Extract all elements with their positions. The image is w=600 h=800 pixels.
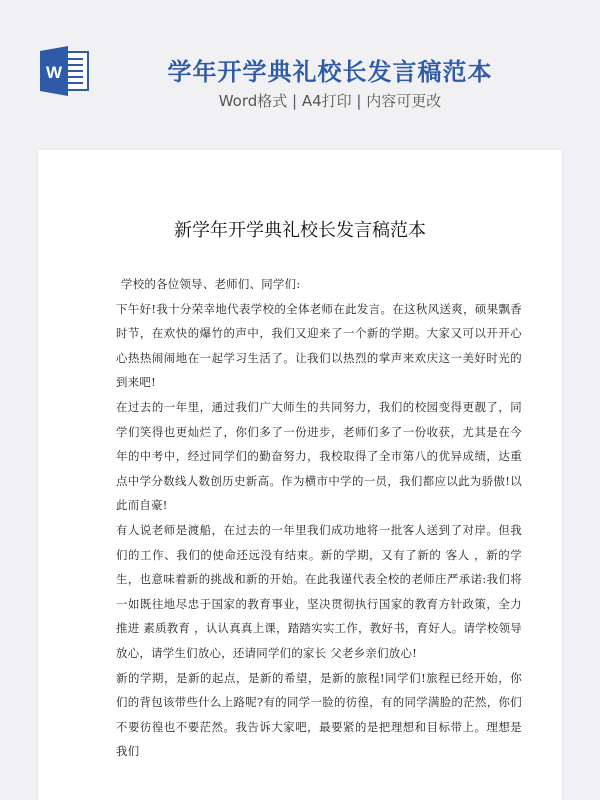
body-paragraph: 有人说老师是渡船，在过去的一年里我们成功地将一批客人送到了对岸。但我们的工作、我们的使命还远没有结束。新的学期，又有了新的 客人 ，新的学生，也意味着新的挑战和新的开始。在此我谨代表全校的老师庄严承诺:我们将一如既往地尽忠于国家的教育事业，坚决贯彻执行国家的教育方针政策，全力推进 素质教育 ，认认真真上课，踏踏实实工作，教好书，育好人。请学校领导放心，请学生们放心，还请同学们的家长 父老乡亲们放心! <box>116 522 522 660</box>
body-paragraph: 新的学期，是新的起点，是新的希望，是新的旅程!同学们!旅程已经开始，你们的背包该带些什么上路呢?有的同学一脸的彷徨，有的同学满脸的茫然，你们不要彷徨也不要茫然。我告诉大家吧，最要紧的是把理想和目标带上。理想是我们 <box>116 670 522 759</box>
body-paragraph: 下午好!我十分荣幸地代表学校的全体老师在此发言。在这秋风送爽，硕果飘香时节，在欢快的爆竹的声中，我们又迎来了一个新的学期。大家又可以开开心心热热闹闹地在一起学习生活了。让我们以热烈的掌声来欢庆这一美好时光的到来吧! <box>116 301 522 390</box>
document-body <box>116 272 522 764</box>
header-subtitle: Word格式 | A4打印 | 内容可更改 <box>218 92 442 110</box>
document-title: 新学年开学典礼校长发言稿范本 <box>174 220 426 241</box>
svg-text:W: W <box>45 63 63 82</box>
page-header <box>0 0 600 150</box>
header-title: 学年开学典礼校长发言稿范本 <box>167 58 493 86</box>
body-paragraph: 在过去的一年里，通过我们广大师生的共同努力，我们的校园变得更靓了，同学们笑得也更灿烂了，你们多了一份进步，老师们多了一份收获，尤其是在今年的中考中，经过同学们的勤奋努力，我校取得了全市第八的优异成绩，达重点中学分数线人数创历史新高。作为横市中学的一员，我们都应以此为骄傲!以此而自豪! <box>116 399 522 513</box>
salutation-paragraph: 学校的各位领导、老师们、同学们: <box>121 277 301 291</box>
document-page <box>38 150 562 800</box>
